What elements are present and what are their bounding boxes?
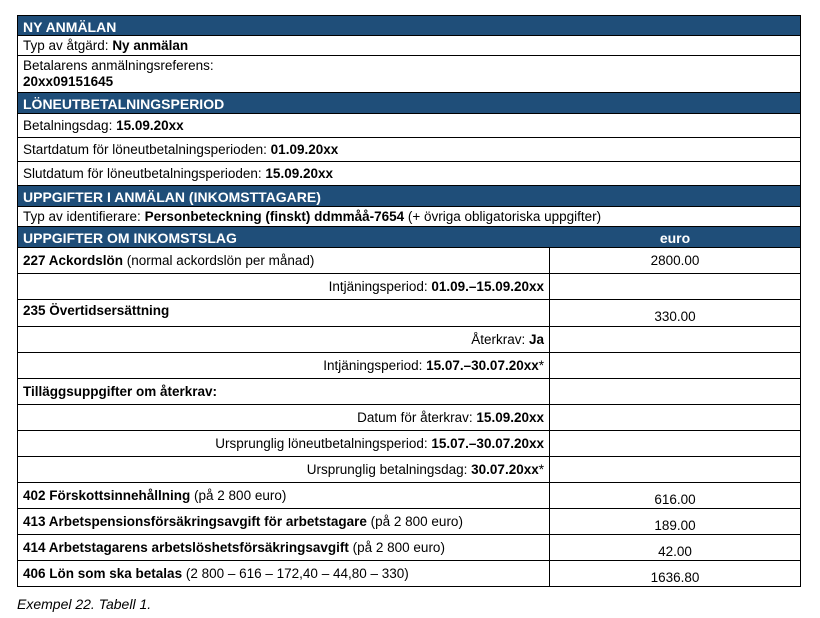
cell-amount: 42.00: [658, 544, 692, 559]
asterisk: *: [538, 462, 544, 477]
cell-amount: 2800.00: [650, 253, 700, 268]
cell-amount: 616.00: [654, 492, 696, 507]
row-227-earning: [17, 274, 801, 300]
report-table: [17, 15, 801, 587]
value: 01.09.–15.09.20xx: [431, 279, 544, 294]
cell-desc: [18, 327, 550, 352]
section-header-period: LÖNEUTBETALNINGSPERIOD: [17, 93, 801, 114]
value: 15.09.20xx: [116, 118, 184, 133]
value: 15.07.–30.07.20xx: [426, 358, 539, 373]
code: 413 Arbetspensionsförsäkringsavgift för arbetstagare: [23, 514, 367, 529]
row-start-date: [17, 138, 801, 162]
cell-amount: 189.00: [654, 518, 696, 533]
note: (normal ackordslön per månad): [123, 253, 315, 268]
code: 406 Lön som ska betalas: [23, 566, 183, 581]
value: Personbeteckning (finskt) ddmmåå-7654: [144, 209, 405, 224]
row-235-reclaim: [17, 327, 801, 353]
code: 235 Övertidsersättning: [23, 303, 170, 318]
cell-desc: [18, 353, 550, 378]
label: Tilläggsuppgifter om återkrav:: [23, 384, 218, 399]
section-header-ny: NY ANMÄLAN: [17, 15, 801, 36]
cell-amount: [550, 431, 800, 456]
cell-amount: [550, 379, 800, 404]
label: Slutdatum för löneutbetalningsperioden:: [23, 166, 266, 181]
label: Betalningsdag:: [23, 118, 117, 133]
row-reclaim-date: [17, 405, 801, 431]
suffix: (+ övriga obligatoriska uppgifter): [404, 209, 602, 224]
code: 414 Arbetstagarens arbetslöshetsförsäkringsavgift: [23, 540, 349, 555]
row-payment-date: [17, 114, 801, 138]
row-406: [17, 561, 801, 587]
row-additional-info: [17, 379, 801, 405]
note: (på 2 800 euro): [348, 540, 445, 555]
cell-amount: [550, 274, 800, 299]
cell-desc: [18, 561, 550, 586]
row-action-type: [17, 36, 801, 56]
note: (2 800 – 616 – 172,40 – 44,80 – 330): [182, 566, 409, 581]
code: 402 Förskottsinnehållning: [23, 488, 191, 503]
note: (på 2 800 euro): [190, 488, 287, 503]
row-end-date: [17, 162, 801, 186]
row-original-payment-date: [17, 457, 801, 483]
row-235: [17, 300, 801, 327]
row-413: [17, 509, 801, 535]
cell-desc: [18, 535, 550, 560]
cell-desc: [18, 457, 550, 482]
euro-header-label: euro: [659, 230, 691, 246]
income-header-label: UPPGIFTER OM INKOMSTSLAG: [23, 230, 237, 246]
row-414: [17, 535, 801, 561]
label: Typ av åtgärd:: [23, 38, 113, 53]
value: 01.09.20xx: [270, 142, 339, 157]
asterisk: *: [538, 358, 544, 373]
code: 227 Ackordslön: [23, 253, 124, 268]
table-caption: Exempel 22. Tabell 1.: [17, 596, 152, 612]
cell-amount: 330.00: [654, 309, 696, 324]
label: Intjäningsperiod:: [323, 358, 427, 373]
cell-desc: [18, 300, 550, 326]
value: 15.09.20xx: [265, 166, 333, 181]
label: Intjäningsperiod:: [328, 279, 432, 294]
label: Återkrav:: [471, 332, 529, 347]
cell-desc: [18, 248, 550, 273]
cell-amount: [550, 405, 800, 430]
row-reference: [17, 56, 801, 93]
cell-desc: [18, 274, 550, 299]
label: Ursprunglig betalningsdag:: [306, 462, 472, 477]
section-header-recipient: UPPGIFTER I ANMÄLAN (INKOMSTTAGARE): [17, 186, 801, 207]
label: Startdatum för löneutbetalningsperioden:: [23, 142, 271, 157]
label: Datum för återkrav:: [357, 410, 477, 425]
value: 30.07.20xx: [471, 462, 539, 477]
label: Betalarens anmälningsreferens:: [23, 58, 214, 73]
cell-desc: [18, 405, 550, 430]
cell-desc: [18, 431, 550, 456]
value: 20xx09151645: [23, 74, 114, 89]
row-402: [17, 483, 801, 509]
row-identifier: [17, 207, 801, 227]
value: 15.09.20xx: [476, 410, 544, 425]
cell-amount: [550, 353, 800, 378]
value: Ja: [528, 332, 544, 347]
cell-desc: [18, 379, 550, 404]
value: 15.07.–30.07.20xx: [431, 436, 544, 451]
cell-desc: [18, 483, 550, 508]
cell-desc: [18, 509, 550, 534]
label: Typ av identifierare:: [23, 209, 145, 224]
label: Ursprunglig löneutbetalningsperiod:: [215, 436, 432, 451]
cell-amount: [550, 457, 800, 482]
row-227: [17, 248, 801, 274]
cell-amount: [550, 327, 800, 352]
row-original-period: [17, 431, 801, 457]
note: (på 2 800 euro): [366, 514, 463, 529]
row-235-earning: [17, 353, 801, 379]
section-header-income: [17, 227, 801, 248]
value: Ny anmälan: [112, 38, 189, 53]
cell-amount: 1636.80: [650, 570, 700, 585]
